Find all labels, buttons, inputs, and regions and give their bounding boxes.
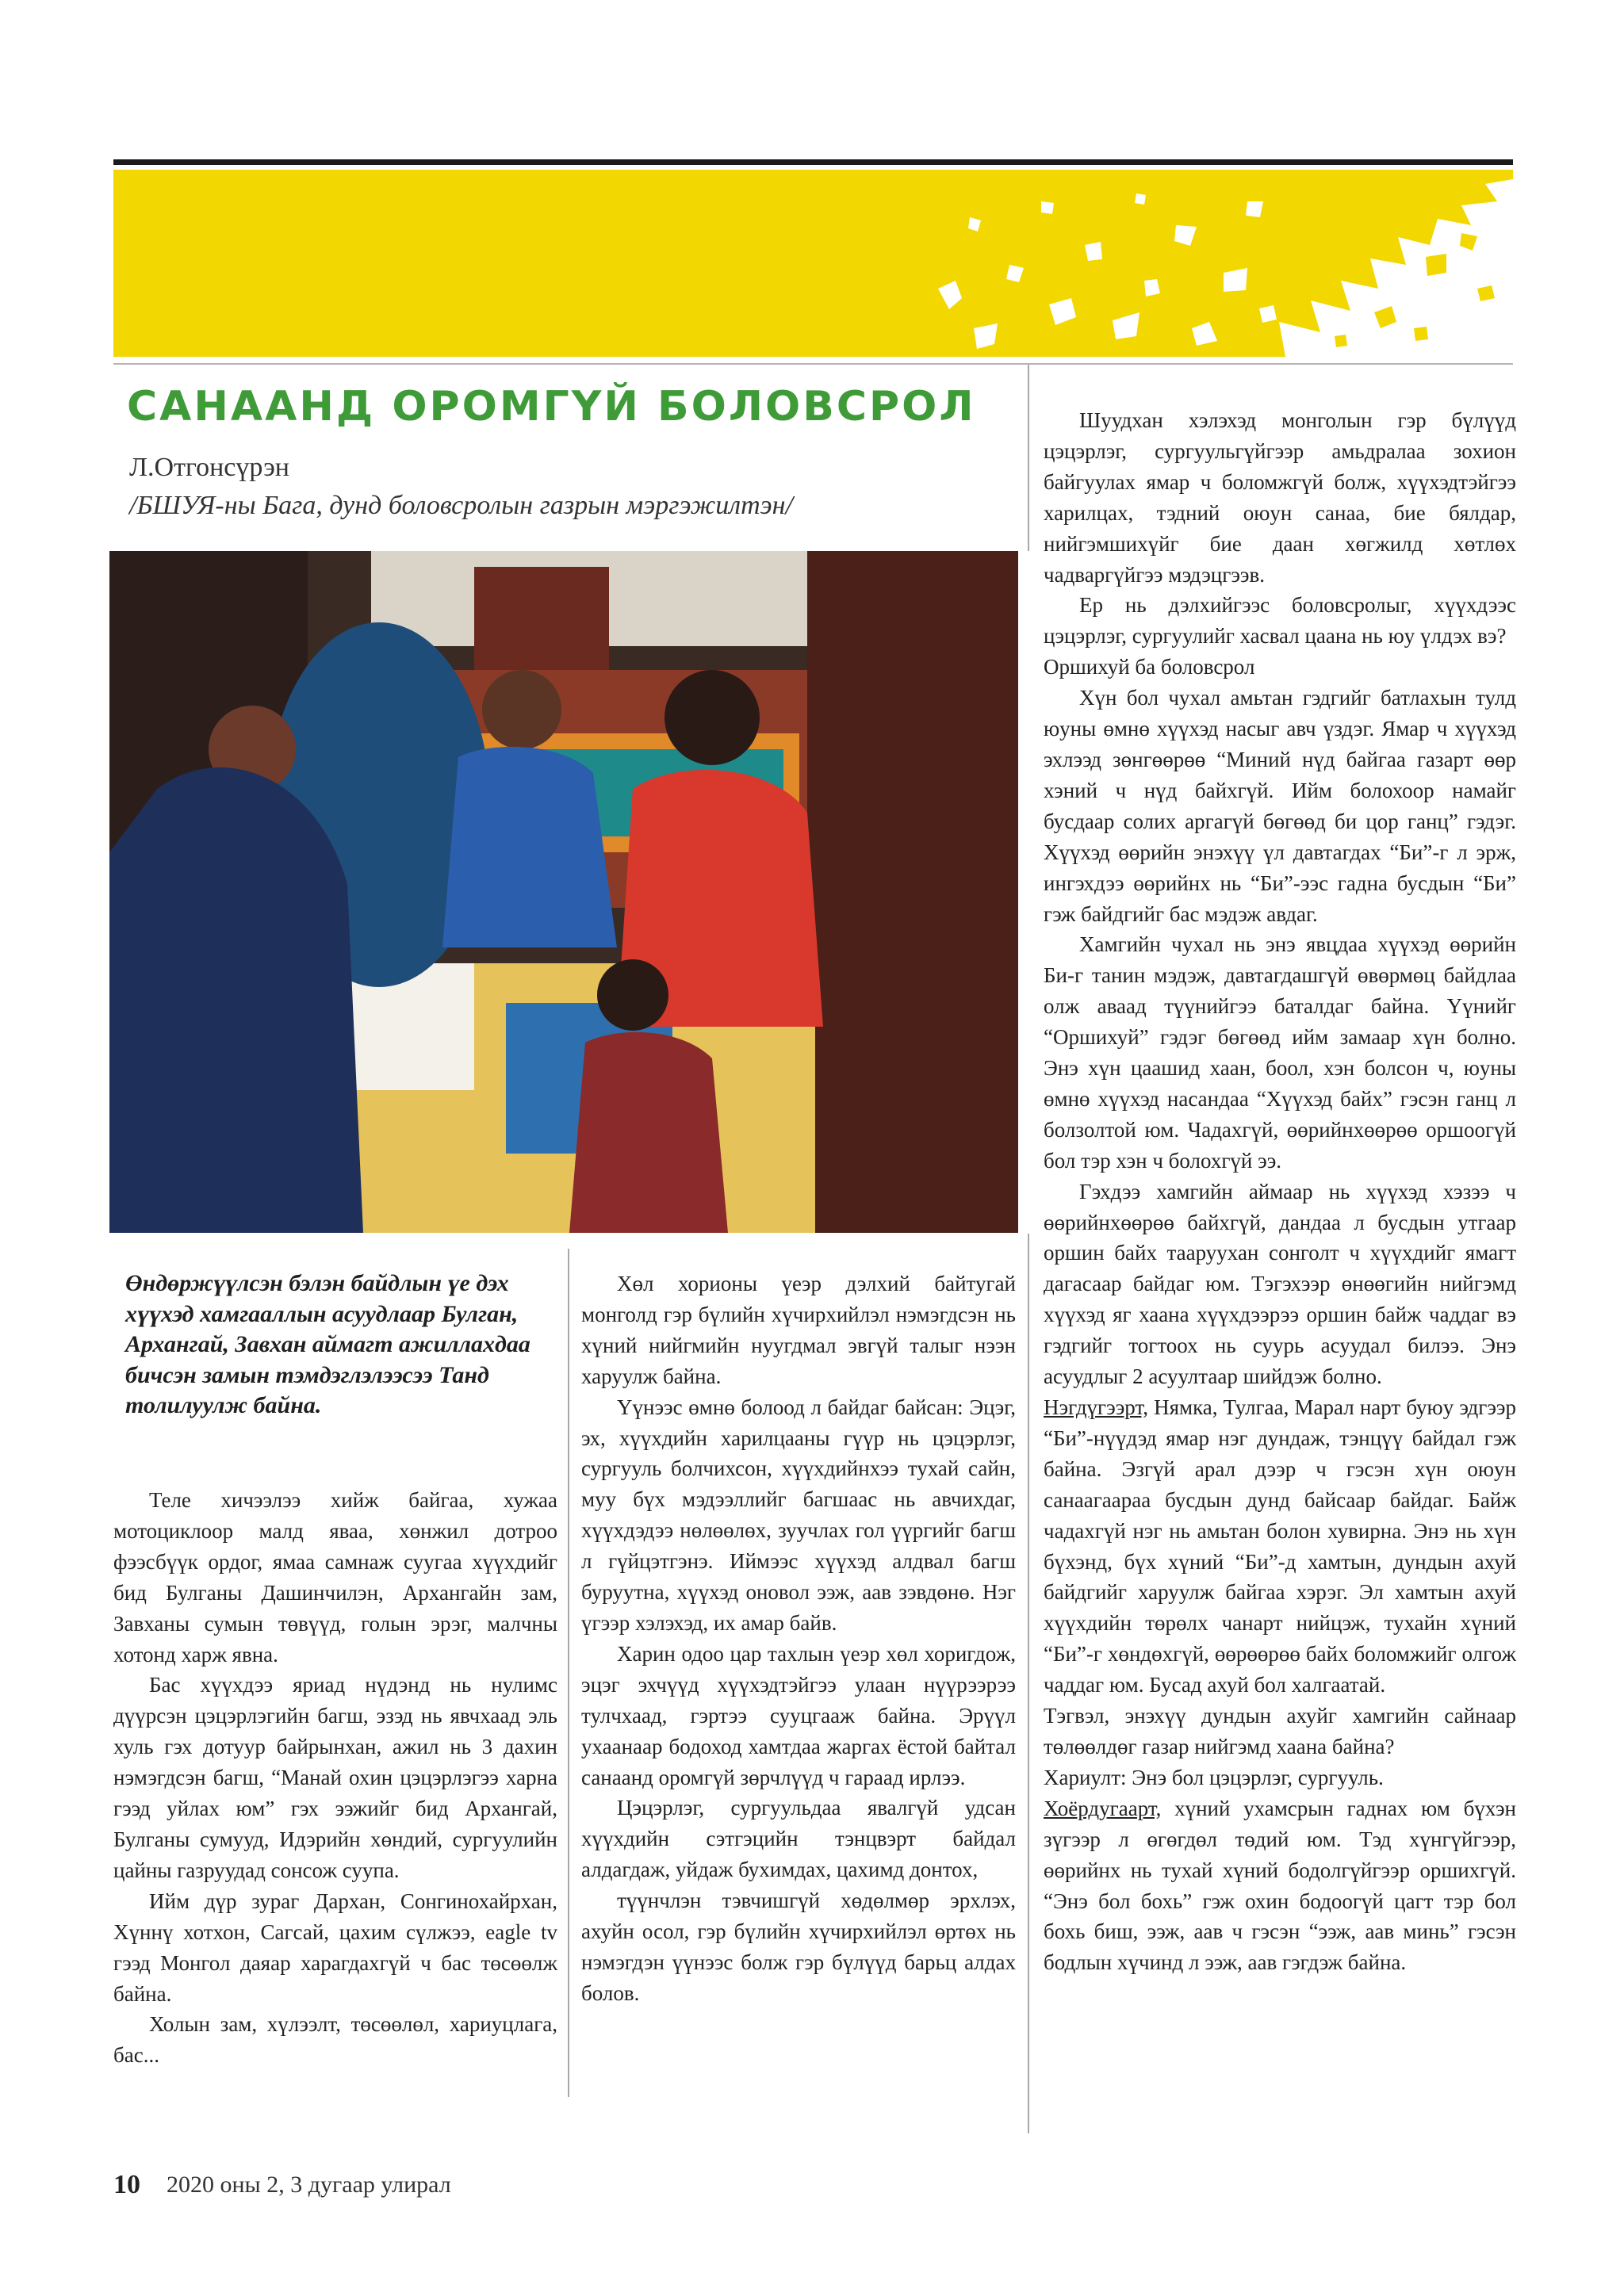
photo-teacher-children-in-ger bbox=[109, 551, 1018, 1233]
question-text: Тэгвэл, энэхүү дундын ахуйг хамгийн сайнаар төлөөлдөг газар нийгэмд хаана байна? bbox=[1044, 1704, 1516, 1758]
article-title: САНААНД ОРОМГҮЙ БОЛОВСРОЛ bbox=[127, 383, 976, 430]
banner-bottom-rule bbox=[113, 363, 1513, 365]
middle-column bbox=[581, 1269, 1016, 2009]
article-photo bbox=[109, 551, 1018, 1233]
paragraph: Шуудхан хэлэхэд монголын гэр бүлүүд цэцэрлэг, сургуульгүйгээр амьдралаа зохион байгуулах ямар ч боломжгүй болж, хүүхэдтэйгээ харилцах, тэдний оюун санаа, бие бялдар, нийгэмшихүйг бие даан хөгжилд хөтлөх чадваргүйгээ мэдэцгээв. bbox=[1044, 408, 1516, 587]
paragraph: Ер нь дэлхийгээс боловсролыг, хүүхдээс цэцэрлэг, сургуулийг хасвал цаана нь юу үлдэх вэ? bbox=[1044, 593, 1516, 649]
paragraph: түүнчлэн тэвчишгүй хөдөлмөр эрхлэх, ахуйн осол, гэр бүлийн хүчирхийлэл өртөх нь нэмэгдэн үүнээс болж гэр бүлүүд барьц алдах болов. bbox=[581, 1888, 1016, 2005]
issue-label: 2020 оны 2, 3 дугаар улирал bbox=[167, 2172, 451, 2198]
second-point-text: хүний ухамсрын гаднах юм бүхэн зүгээр л өгөгдөл төдий юм. Тэд хүнгүйгээр, өөрийнх нь тухай хүний бодолгүйгээр оршихгүй. “Энэ бол бохь” гэж охин бодоогүй цагт тэр бол бохь биш, ээж, аав ч гэсэн “ээж, аав минь” гэсэн бодлын хүчинд л ээж, аав гэгдэж байна. bbox=[1044, 1796, 1516, 1975]
paragraph: Үүнээс өмнө болоод л байдаг байсан: Эцэг, эх, хүүхдийн харилцааны гүүр нь цэцэрлэг, сургууль болчихсон, хүүхдийнхээ тухай сайн, муу бүх мэдээллийг багшаас нь авчихдаг, хүүхдэдээ нөлөөлөх, зуучлах гол үүргийг багш л гүйцэтгэнэ. Иймээс хүүхэд алдвал багш буруутна, хүүхэд оновол ээж, аав зэвдөнө. Нэг үгээр хэлэхэд, их амар байв. bbox=[581, 1395, 1016, 1635]
first-point-label: Нэгдүгээрт, bbox=[1044, 1395, 1148, 1419]
paragraph: Хүн бол чухал амьтан гэдгийг батлахын тулд юуны өмнө хүүхэд насыг авч үздэг. Ямар ч хүүхэд эхлээд зөнгөөрөө “Миний нүд байгаа газарт өөр хэний ч нүд байхгүй. Ийм болохоор намайг бусдаар солих аргагүй бөгөөд би цор ганц” гэдэг. Хүүхэд өөрийн энэхүү үл давтагдах “Би”-г л эрж, ингэхдээ өөрийнх нь “Би”-ээс гадна бусдын “Би” гэж байдгийг бас мэдэж авдаг. bbox=[1044, 686, 1516, 926]
paragraph: Хамгийн чухал нь энэ явцдаа хүүхэд өөрийн Би-г танин мэдэж, давтагдашгүй өвөрмөц байдлаа олж аваад түүнийгээ баталдаг байна. Үүнийг “Оршихуй” гэдэг бөгөөд ийм замаар хүн болно. Энэ хүн цаашид хаан, боол, хэн болсон ч, юуны өмнө хүүхэд насандаа “Хүүхэд байх” гэсэн ганц л болзолтой юм. Чадахгүй, өөрийнхөөрөө оршоогүй бол тэр хэн ч болохгүй ээ. bbox=[1044, 932, 1516, 1173]
first-point-text: Нямка, Тулгаа, Марал нарт буюу эдгээр “Би”-нүүдэд ямар нэг дундаж, тэнцүү байдал гэж байна. Эзгүй арал дээр ч гэсэн хүн оюун санаагаараа бусдын дунд байсаар байдаг. Байж чадахгүй нэг нь амьтан болон хувирна. Энэ нь хүн бүхэнд, бүх хүний “Би”-д хамтын, дундын ахуй байдгийг харуулж байгаа хэрэг. Эл хамтын ахуй хүүхдийн төрөлх чанарт нийцэж, тухайн хүний “Би”-г хөндөхгүй, өөрөөрөө байх боломжийг олгож чаддаг юм. Бусад ахуй бол халгаатай. bbox=[1044, 1395, 1516, 1697]
paragraph: Холын зам, хүлээлт, төсөөлөл, хариуцлага, бас... bbox=[113, 2012, 557, 2068]
answer-text: Хариулт: Энэ бол цэцэрлэг, сургууль. bbox=[1044, 1765, 1384, 1789]
paragraph: Гэхдээ хамгийн аймаар нь хүүхэд хэзээ ч өөрийнхөөрөө байхгүй, дандаа л бусдын утгаар оршин байх тааруухан сонголт ч хүүхдийг ямагт дагасаар байдаг юм. Тэгэхээр өнөөгийн нийгэмд хүүхэд яг хаана хүүхдээрээ оршин байж чаддаг вэ гэдгийг тогтоох нь суурь асуудал билээ. Энэ асуудлыг 2 асуултаар шийдэж болно. bbox=[1044, 1179, 1516, 1389]
column-divider bbox=[568, 1249, 569, 2097]
paragraph: Бас хүүхдээ яриад нүдэнд нь нулимс дүүрсэн цэцэрлэгийн багш, эзэд нь явчхаад эль хуль гэх дотуур байрынхан, ажил нь 3 дахин нэмэгдсэн багш, “Манай охин цэцэрлэгээ харна гээд уйлах юм” гэх ээжийг бид Архангай, Булганы сумууд, Идэрийн хөндий, сургуулийн цайны газруудад сонсож суупа. bbox=[113, 1673, 557, 1882]
paragraph: Харин одоо цар тахлын үеэр хөл хоригдож, эцэг эхчүүд хүүхэдтэйгээ улаан нүүрээрээ тулчхаад, гэртээ сууцгааж байна. Эрүүл ухаанаар бодоход хамтдаа жаргах ёстой байтал санаанд оромгүй зөрчлүүд ч гараад ирлээ. bbox=[581, 1641, 1016, 1789]
second-point-label: Хоёрдугаарт, bbox=[1044, 1796, 1162, 1820]
paragraph: Хөл хорионы үеэр дэлхий байтугай монголд гэр бүлийн хүчирхийлэл нэмэгдсэн нь хүний нийгмийн нуугдмал эвгүй талыг нээн харуулж байна. bbox=[581, 1272, 1016, 1388]
section-subheading: Оршихуй ба боловсрол bbox=[1044, 655, 1255, 679]
photo-caption: Өндөржүүлсэн бэлэн байдлын үе дэх хүүхэд хамгааллын асуудлаар Булган, Архангай, Завхан аймагт ажиллахдаа бичсэн замын тэмдэглэлээсээ Танд толилуулж байна. bbox=[125, 1270, 530, 1418]
right-column bbox=[1044, 405, 1516, 1978]
paragraph: Цэцэрлэг, сургуульдаа явалгүй удсан хүүхдийн сэтгэцийн тэнцвэрт байдал алдагдаж, уйдаж бухимдах, цахимд донтох, bbox=[581, 1796, 1016, 1882]
paragraph: Теле хичээлээ хийж байгаа, хужаа мотоциклоор малд яваа, хөнжил дотроо фээсбүүк ордог, ямаа самнаж суугаа хүүхдийг бид Булганы Дашинчилэн, Архангайн зам, Завханы сумын төвүүд, голын эрэг, малчны хотонд харж явна. bbox=[113, 1488, 557, 1667]
paragraph bbox=[1044, 1793, 1516, 1978]
paragraph bbox=[1044, 1392, 1516, 1701]
yellow-banner bbox=[113, 170, 1513, 357]
column-divider bbox=[1028, 1234, 1029, 2133]
author-name: Л.Отгонсүрэн bbox=[129, 453, 289, 482]
top-rule bbox=[113, 159, 1513, 165]
paragraph: Ийм дүр зураг Дархан, Сонгинохайрхан, Хүннү хотхон, Сагсай, цахим сүлжээ, eagle tv гээд Монгол даяар харагдахгүй ч бас төсөөлж байна. bbox=[113, 1888, 557, 2006]
yellow-banner-graphic bbox=[113, 170, 1513, 357]
author-affiliation: /БШУЯ-ны Бага, дунд боловсролын газрын мэргэжилтэн/ bbox=[129, 491, 793, 520]
page-number: 10 bbox=[113, 2170, 140, 2199]
left-column bbox=[113, 1485, 557, 2071]
